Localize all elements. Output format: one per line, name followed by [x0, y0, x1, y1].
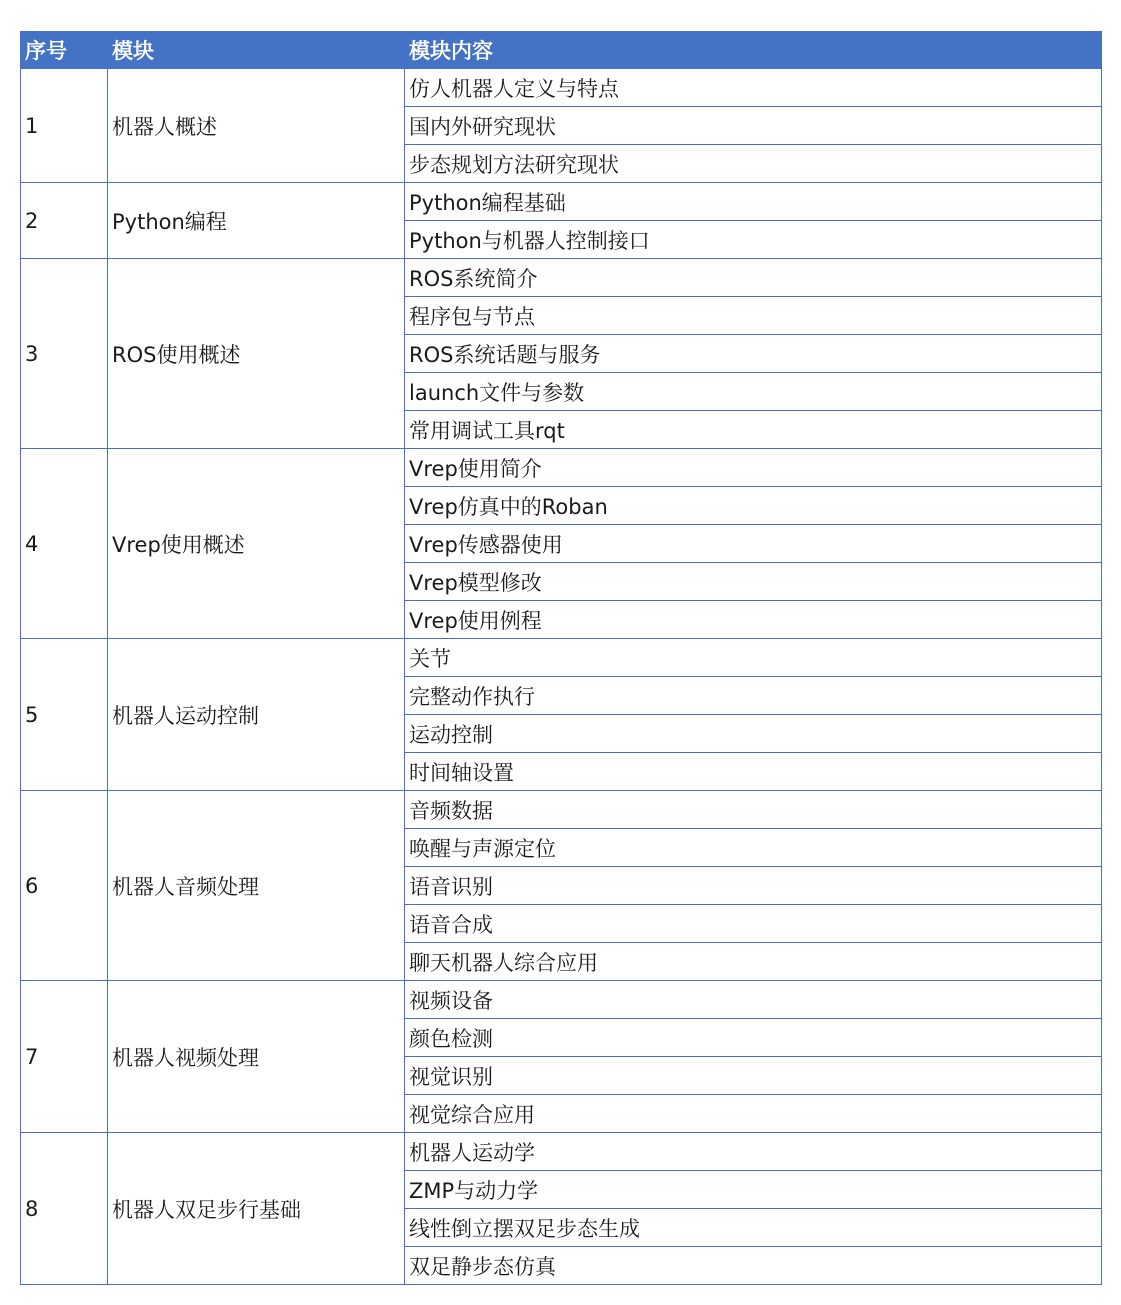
- module-content-cell: 双足静步态仿真: [405, 1247, 1102, 1285]
- curriculum-table: [20, 31, 1102, 1285]
- module-content-cell: 国内外研究现状: [405, 107, 1102, 145]
- module-content-cell: Vrep模型修改: [405, 563, 1102, 601]
- module-content-cell: 仿人机器人定义与特点: [405, 69, 1102, 107]
- module-content-cell: 步态规划方法研究现状: [405, 145, 1102, 183]
- module-content-cell: 线性倒立摆双足步态生成: [405, 1209, 1102, 1247]
- module-content-cell: ZMP与动力学: [405, 1171, 1102, 1209]
- module-content-cell: 聊天机器人综合应用: [405, 943, 1102, 981]
- module-name-cell: 机器人概述: [108, 69, 405, 183]
- module-content-cell: 运动控制: [405, 715, 1102, 753]
- module-content-cell: 视觉识别: [405, 1057, 1102, 1095]
- header-module-content: 模块内容: [405, 32, 1102, 69]
- module-content-cell: 颜色检测: [405, 1019, 1102, 1057]
- module-content-cell: Vrep仿真中的Roban: [405, 487, 1102, 525]
- module-name-cell: Python编程: [108, 183, 405, 259]
- serial-number-cell: 4: [21, 449, 108, 639]
- module-content-cell: 程序包与节点: [405, 297, 1102, 335]
- module-name-cell: 机器人音频处理: [108, 791, 405, 981]
- module-name-cell: 机器人运动控制: [108, 639, 405, 791]
- table-row: [21, 449, 1102, 487]
- serial-number-cell: 1: [21, 69, 108, 183]
- module-content-cell: Vrep使用例程: [405, 601, 1102, 639]
- table-row: [21, 183, 1102, 221]
- module-content-cell: 视频设备: [405, 981, 1102, 1019]
- module-content-cell: ROS系统话题与服务: [405, 335, 1102, 373]
- module-content-cell: ROS系统简介: [405, 259, 1102, 297]
- header-serial-number: 序号: [21, 32, 108, 69]
- module-content-cell: 语音合成: [405, 905, 1102, 943]
- module-content-cell: 音频数据: [405, 791, 1102, 829]
- header-row: [21, 32, 1102, 69]
- module-content-cell: 视觉综合应用: [405, 1095, 1102, 1133]
- module-content-cell: Python编程基础: [405, 183, 1102, 221]
- serial-number-cell: 8: [21, 1133, 108, 1285]
- module-content-cell: launch文件与参数: [405, 373, 1102, 411]
- module-name-cell: 机器人视频处理: [108, 981, 405, 1133]
- module-name-cell: ROS使用概述: [108, 259, 405, 449]
- serial-number-cell: 6: [21, 791, 108, 981]
- module-content-cell: 机器人运动学: [405, 1133, 1102, 1171]
- module-content-cell: 常用调试工具rqt: [405, 411, 1102, 449]
- table-row: [21, 69, 1102, 107]
- module-content-cell: 时间轴设置: [405, 753, 1102, 791]
- table-body: [21, 69, 1102, 1285]
- module-content-cell: 关节: [405, 639, 1102, 677]
- header-module: 模块: [108, 32, 405, 69]
- module-name-cell: Vrep使用概述: [108, 449, 405, 639]
- table-row: [21, 981, 1102, 1019]
- module-content-cell: Python与机器人控制接口: [405, 221, 1102, 259]
- table-row: [21, 791, 1102, 829]
- table-row: [21, 259, 1102, 297]
- table-header: [21, 32, 1102, 69]
- module-content-cell: Vrep传感器使用: [405, 525, 1102, 563]
- module-name-cell: 机器人双足步行基础: [108, 1133, 405, 1285]
- table-row: [21, 639, 1102, 677]
- module-content-cell: Vrep使用简介: [405, 449, 1102, 487]
- table-row: [21, 1133, 1102, 1171]
- serial-number-cell: 2: [21, 183, 108, 259]
- module-content-cell: 语音识别: [405, 867, 1102, 905]
- module-content-cell: 完整动作执行: [405, 677, 1102, 715]
- module-content-cell: 唤醒与声源定位: [405, 829, 1102, 867]
- serial-number-cell: 7: [21, 981, 108, 1133]
- serial-number-cell: 3: [21, 259, 108, 449]
- serial-number-cell: 5: [21, 639, 108, 791]
